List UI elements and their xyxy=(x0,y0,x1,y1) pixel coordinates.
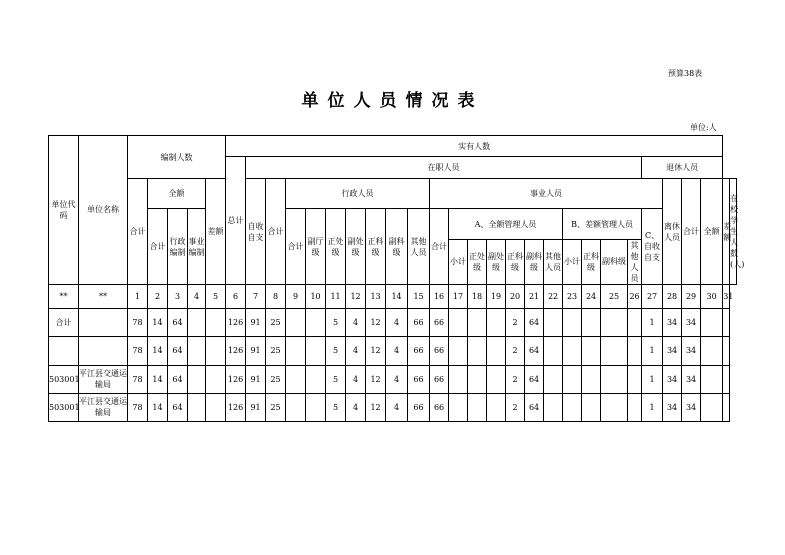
column-number: 5 xyxy=(206,284,226,308)
table-cell xyxy=(206,393,226,421)
header-lixiu: 离休人员 xyxy=(663,179,682,285)
table-cell xyxy=(628,337,642,365)
column-number: 4 xyxy=(188,284,206,308)
table-cell xyxy=(449,309,468,337)
table-cell: 66 xyxy=(430,365,449,393)
table-cell xyxy=(206,309,226,337)
table-cell: 2 xyxy=(506,365,525,393)
column-number: 23 xyxy=(563,284,582,308)
table-cell xyxy=(306,337,326,365)
table-cell xyxy=(582,309,601,337)
table-cell: 91 xyxy=(246,365,266,393)
header-c-group: C、自收自支 xyxy=(642,209,663,285)
cell-unit-name: 平江县交通运输局 xyxy=(79,365,128,393)
column-number: 10 xyxy=(306,284,326,308)
header-xingzheng-heji: 合计 xyxy=(286,209,306,285)
table-cell: 78 xyxy=(128,365,148,393)
header-zhengchu: 正处级 xyxy=(326,209,346,285)
column-number: 14 xyxy=(386,284,408,308)
column-number: 21 xyxy=(525,284,544,308)
table-cell xyxy=(723,309,730,337)
table-cell xyxy=(544,393,563,421)
table-cell: 14 xyxy=(148,337,168,365)
column-number: 25 xyxy=(601,284,628,308)
header-fuchu: 副处级 xyxy=(346,209,366,285)
table-cell: 64 xyxy=(525,337,544,365)
table-cell xyxy=(468,393,487,421)
header-heji: 合计 xyxy=(128,179,148,285)
table-cell xyxy=(206,337,226,365)
column-number: 26 xyxy=(628,284,642,308)
header-a-zhengke: 正科级 xyxy=(506,239,525,284)
column-number: 6 xyxy=(226,284,246,308)
table-cell: 25 xyxy=(266,393,286,421)
table-cell xyxy=(723,365,730,393)
header-unit-code: 单位代码 xyxy=(49,136,79,285)
table-cell: 64 xyxy=(525,393,544,421)
table-cell xyxy=(487,309,506,337)
table-cell: 14 xyxy=(148,309,168,337)
table-cell: 4 xyxy=(386,393,408,421)
table-cell: 4 xyxy=(386,365,408,393)
table-cell: 2 xyxy=(506,309,525,337)
column-number-row xyxy=(49,284,737,308)
column-number: 24 xyxy=(582,284,601,308)
table-cell: 78 xyxy=(128,309,148,337)
table-cell: 12 xyxy=(366,365,386,393)
column-number: 15 xyxy=(408,284,430,308)
header-a-fuke: 副科级 xyxy=(525,239,544,284)
cell-unit-code: 503001 xyxy=(49,365,79,393)
column-number: 7 xyxy=(246,284,266,308)
column-number: 20 xyxy=(506,284,525,308)
cell-unit-name xyxy=(79,337,128,365)
table-cell: 34 xyxy=(682,393,701,421)
table-cell: 4 xyxy=(346,393,366,421)
table-cell xyxy=(582,337,601,365)
table-cell: 64 xyxy=(525,365,544,393)
table-cell: 5 xyxy=(326,393,346,421)
table-cell xyxy=(188,337,206,365)
table-cell: 4 xyxy=(346,309,366,337)
header-quane-heji: 合计 xyxy=(148,209,168,285)
table-cell: 34 xyxy=(663,337,682,365)
header-qita: 其他人员 xyxy=(408,209,430,285)
table-cell xyxy=(544,365,563,393)
table-cell xyxy=(306,365,326,393)
column-number: 11 xyxy=(326,284,346,308)
table-cell xyxy=(601,309,628,337)
table-cell xyxy=(487,365,506,393)
table-cell: 1 xyxy=(642,393,663,421)
table-cell xyxy=(582,365,601,393)
table-cell: 91 xyxy=(246,393,266,421)
cell-unit-code: 503001 xyxy=(49,393,79,421)
header-a-zhengchu: 正处级 xyxy=(468,239,487,284)
table-cell xyxy=(582,393,601,421)
header-a-qita: 其他人员 xyxy=(544,239,563,284)
table-cell xyxy=(306,393,326,421)
table-cell xyxy=(601,393,628,421)
table-cell: 34 xyxy=(682,309,701,337)
table-cell: 66 xyxy=(408,365,430,393)
table-row xyxy=(49,337,737,365)
header-a-xiaoji: 小计 xyxy=(449,239,468,284)
table-cell xyxy=(701,337,723,365)
table-cell: 66 xyxy=(430,309,449,337)
header-chae: 差额 xyxy=(206,179,226,285)
column-number: ** xyxy=(49,284,79,308)
column-number: 31 xyxy=(723,284,730,308)
table-cell: 5 xyxy=(326,337,346,365)
table-cell: 14 xyxy=(148,393,168,421)
table-cell: 64 xyxy=(168,393,188,421)
table-cell xyxy=(544,309,563,337)
header-tuixiu: 退休人员 xyxy=(642,157,723,179)
column-number: 29 xyxy=(682,284,701,308)
table-cell: 64 xyxy=(168,309,188,337)
cell-unit-code: 合计 xyxy=(49,309,79,337)
column-number: 17 xyxy=(449,284,468,308)
table-cell xyxy=(701,309,723,337)
header-a-fuchu: 副处级 xyxy=(487,239,506,284)
table-cell: 34 xyxy=(682,365,701,393)
table-cell xyxy=(449,365,468,393)
table-cell: 12 xyxy=(366,337,386,365)
table-cell xyxy=(286,365,306,393)
column-number: 16 xyxy=(430,284,449,308)
column-number: 3 xyxy=(168,284,188,308)
table-cell: 4 xyxy=(386,337,408,365)
table-cell: 78 xyxy=(128,393,148,421)
table-cell: 64 xyxy=(525,309,544,337)
header-b-qita: 其他人员 xyxy=(628,239,642,284)
header-fuke: 副科级 xyxy=(386,209,408,285)
header-b-fuke: 副科级 xyxy=(601,239,628,284)
table-cell xyxy=(701,393,723,421)
header-zaizhi-heji: 合计 xyxy=(266,179,286,285)
column-number: 9 xyxy=(286,284,306,308)
table-cell: 25 xyxy=(266,365,286,393)
column-number: 27 xyxy=(642,284,663,308)
column-number: ** xyxy=(79,284,128,308)
column-number: 12 xyxy=(346,284,366,308)
table-cell xyxy=(468,309,487,337)
table-cell: 4 xyxy=(346,337,366,365)
header-zaixiao: 在校学生人数(人) xyxy=(730,179,737,285)
table-cell xyxy=(449,337,468,365)
cell-unit-name: 平江县交通运输局 xyxy=(79,393,128,421)
table-cell xyxy=(487,393,506,421)
header-zishou: 自收自支 xyxy=(246,179,266,285)
column-number: 1 xyxy=(128,284,148,308)
table-cell xyxy=(206,365,226,393)
table-cell xyxy=(468,337,487,365)
table-cell: 4 xyxy=(346,365,366,393)
header-tuixiu-chae: 差额 xyxy=(723,179,730,285)
table-cell: 66 xyxy=(408,309,430,337)
table-cell: 126 xyxy=(226,309,246,337)
table-cell xyxy=(601,365,628,393)
table-row xyxy=(49,365,737,393)
table-cell xyxy=(563,337,582,365)
personnel-table xyxy=(48,135,745,422)
table-cell xyxy=(188,309,206,337)
table-cell xyxy=(286,393,306,421)
header-zhengke: 正科级 xyxy=(366,209,386,285)
header-shiye-renyuan: 事业人员 xyxy=(430,179,663,209)
table-cell xyxy=(628,365,642,393)
table-cell: 1 xyxy=(642,309,663,337)
table-cell xyxy=(188,365,206,393)
header-tuixiu-quane: 全额 xyxy=(701,179,723,285)
table-row xyxy=(49,393,737,421)
table-cell: 4 xyxy=(386,309,408,337)
header-zaizhi: 在职人员 xyxy=(246,157,642,179)
table-cell: 126 xyxy=(226,365,246,393)
header-futing: 副厅级 xyxy=(306,209,326,285)
column-number: 28 xyxy=(663,284,682,308)
table-cell xyxy=(286,309,306,337)
table-cell xyxy=(306,309,326,337)
table-cell: 66 xyxy=(430,337,449,365)
header-b-zhengke: 正科级 xyxy=(582,239,601,284)
table-cell: 126 xyxy=(226,337,246,365)
table-cell: 78 xyxy=(128,337,148,365)
column-number: 13 xyxy=(366,284,386,308)
table-cell: 2 xyxy=(506,393,525,421)
table-cell xyxy=(628,309,642,337)
table-cell: 1 xyxy=(642,365,663,393)
table-cell: 12 xyxy=(366,309,386,337)
header-b-group: B、差额管理人员 xyxy=(563,209,642,239)
header-xingzheng-bianzhi: 行政编制 xyxy=(168,209,188,285)
header-a-group: A、全额管理人员 xyxy=(449,209,563,239)
table-cell xyxy=(468,365,487,393)
table-cell: 5 xyxy=(326,365,346,393)
table-cell xyxy=(563,365,582,393)
table-cell: 64 xyxy=(168,337,188,365)
header-bianzhi: 编制人数 xyxy=(128,136,226,179)
table-cell xyxy=(601,337,628,365)
unit-label: 单位:人 xyxy=(690,123,717,132)
table-cell: 91 xyxy=(246,309,266,337)
table-cell: 25 xyxy=(266,309,286,337)
header-zongji: 总计 xyxy=(226,157,246,285)
table-cell xyxy=(188,393,206,421)
table-cell xyxy=(487,337,506,365)
table-cell xyxy=(449,393,468,421)
table-cell xyxy=(701,365,723,393)
cell-unit-name xyxy=(79,309,128,337)
table-cell xyxy=(563,393,582,421)
page-title: 单位人员情况表 xyxy=(301,91,484,111)
column-number: 30 xyxy=(701,284,723,308)
table-cell: 2 xyxy=(506,337,525,365)
table-cell: 34 xyxy=(663,365,682,393)
column-number: 19 xyxy=(487,284,506,308)
column-number: 22 xyxy=(544,284,563,308)
header-shiye-heji: 合计 xyxy=(430,209,449,285)
table-cell: 1 xyxy=(642,337,663,365)
table-cell: 66 xyxy=(408,337,430,365)
table-cell: 34 xyxy=(663,393,682,421)
table-cell: 25 xyxy=(266,337,286,365)
column-number: 2 xyxy=(148,284,168,308)
table-cell: 12 xyxy=(366,393,386,421)
table-cell: 91 xyxy=(246,337,266,365)
table-cell xyxy=(563,309,582,337)
form-number: 预算38表 xyxy=(668,69,703,78)
table-cell: 64 xyxy=(168,365,188,393)
table-cell xyxy=(544,337,563,365)
table-cell: 126 xyxy=(226,393,246,421)
table-cell xyxy=(628,393,642,421)
table-cell: 34 xyxy=(682,337,701,365)
header-shiyou: 实有人数 xyxy=(226,136,723,157)
header-b-xiaoji: 小计 xyxy=(563,239,582,284)
column-number: 18 xyxy=(468,284,487,308)
table-cell xyxy=(723,393,730,421)
header-unit-name: 单位名称 xyxy=(79,136,128,285)
table-cell: 66 xyxy=(430,393,449,421)
table-cell: 66 xyxy=(408,393,430,421)
table-row xyxy=(49,309,737,337)
table-cell xyxy=(723,337,730,365)
table-cell xyxy=(286,337,306,365)
header-quane: 全额 xyxy=(148,179,206,209)
header-shiye-bianzhi: 事业编制 xyxy=(188,209,206,285)
table-cell: 34 xyxy=(663,309,682,337)
column-number: 8 xyxy=(266,284,286,308)
table-cell: 5 xyxy=(326,309,346,337)
header-xingzheng-renyuan: 行政人员 xyxy=(286,179,430,209)
table-cell: 14 xyxy=(148,365,168,393)
header-tuixiu-heji: 合计 xyxy=(682,179,701,285)
cell-unit-code xyxy=(49,337,79,365)
